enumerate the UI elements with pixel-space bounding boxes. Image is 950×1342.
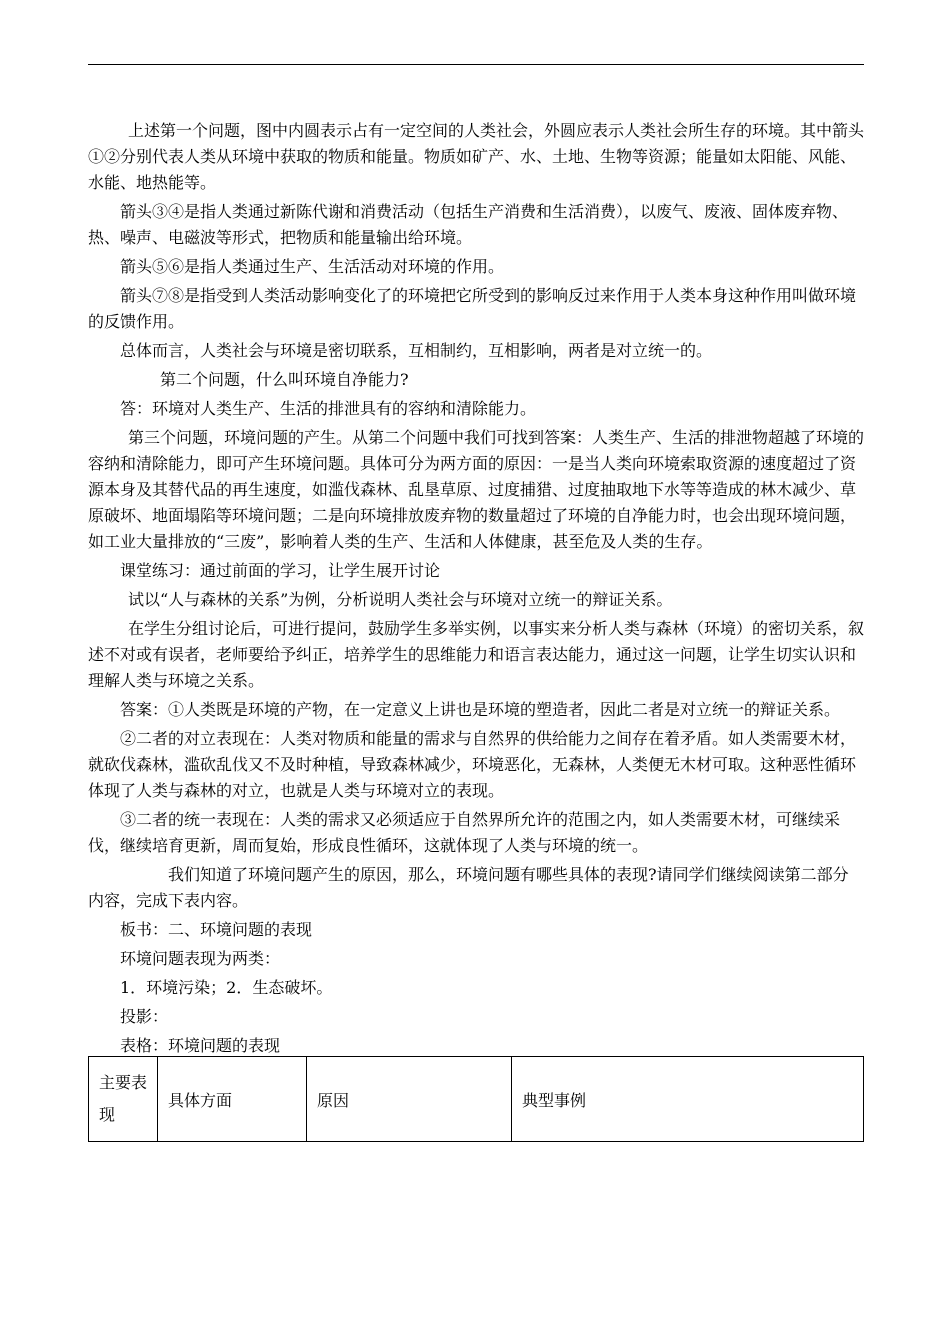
paragraph-answer-1: 答案：①人类既是环境的产物，在一定意义上讲也是环境的塑造者，因此二者是对立统一的辩证关系。: [120, 700, 841, 719]
paragraph-arrows-3-4: 箭头③④是指人类通过新陈代谢和消费活动（包括生产消费和生活消费），以废气、废液、固体废弃物、热、噪声、电磁波等形式，把物质和能量输出给环境。: [88, 202, 849, 247]
paragraph-types-list: 1．环境污染；2．生态破坏。: [120, 978, 333, 997]
paragraph-unity: ③二者的统一表现在：人类的需求又必须适应于自然界所允许的范围之内，如人类需要木材，可继续采伐，继续培育更新，周而复始，形成良性循环，这就体现了人类与环境的统一。: [88, 810, 841, 855]
document-body: [88, 118, 864, 1062]
paragraph-arrows-5-6: 箭头⑤⑥是指人类通过生产、生活活动对环境的作用。: [120, 257, 505, 276]
paragraph-first-question: 上述第一个问题，图中内圆表示占有一定空间的人类社会，外圆应表示人类社会所生存的环境。其中箭头①②分别代表人类从环境中获取的物质和能量。物质如矿产、水、土地、生物等资源；能量如太阳能、风能、水能、地热能等。: [88, 121, 865, 192]
table-header-example: 典型事例: [512, 1057, 864, 1142]
paragraph-discussion: 在学生分组讨论后，可进行提问，鼓励学生多举实例，以事实来分析人类与森林（环境）的密切关系，叙述不对或有误者，老师要给予纠正，培养学生的思维能力和语言表达能力，通过这一问题，让学生切实认识和理解人类与环境之关系。: [88, 619, 865, 690]
table-header-main: 主要表现: [89, 1057, 158, 1142]
paragraph-two-types: 环境问题表现为两类：: [120, 949, 281, 968]
table-header-cause: 原因: [307, 1057, 512, 1142]
paragraph-exercise: 课堂练习：通过前面的学习，让学生展开讨论: [120, 561, 441, 580]
paragraph-board-title: 板书：二、环境问题的表现: [120, 920, 313, 939]
header-rule: [88, 64, 864, 65]
paragraph-opposition: ②二者的对立表现在：人类对物质和能量的需求与自然界的供给能力之间存在着矛盾。如人类需要木材，就砍伐森林，滥砍乱伐又不及时种植，导致森林减少，环境恶化，无森林，人类便无木材可取。这种恶性循环体现了人类与森林的对立，也就是人类与环境对立的表现。: [88, 729, 857, 800]
paragraph-table-caption: 表格：环境问题的表现: [120, 1036, 281, 1055]
paragraph-projection: 投影：: [120, 1007, 169, 1026]
paragraph-answer-2: 答：环境对人类生产、生活的排泄具有的容纳和清除能力。: [120, 399, 537, 418]
table-header-row: [89, 1057, 864, 1142]
paragraph-third-question: 第三个问题，环境问题的产生。从第二个问题中我们可找到答案：人类生产、生活的排泄物超越了环境的容纳和清除能力，即可产生环境问题。具体可分为两方面的原因：一是当人类向环境索取资源的速度超过了资源本身及其替代品的再生速度，如滥伐森林、乱垦草原、过度捕猎、过度抽取地下水等等造成的林木减少、草原破坏、地面塌陷等环境问题；二是向环境排放废弃物的数量超过了环境的自净能力时，也会出现环境问题，如工业大量排放的“三废”，影响着人类的生产、生活和人体健康，甚至危及人类的生存。: [88, 428, 865, 551]
paragraph-arrows-7-8: 箭头⑦⑧是指受到人类活动影响变化了的环境把它所受到的影响反过来作用于人类本身这种作用叫做环境的反馈作用。: [88, 286, 857, 331]
paragraph-second-question: 第二个问题，什么叫环境自净能力?: [160, 370, 409, 389]
paragraph-exercise-prompt: 试以“人与森林的关系”为例，分析说明人类社会与环境对立统一的辩证关系。: [128, 590, 673, 609]
environment-problem-table: [88, 1056, 864, 1142]
paragraph-summary: 总体而言，人类社会与环境是密切联系，互相制约，互相影响，两者是对立统一的。: [120, 341, 713, 360]
table-header-aspect: 具体方面: [158, 1057, 307, 1142]
paragraph-transition: 我们知道了环境问题产生的原因，那么，环境问题有哪些具体的表现?请同学们继续阅读第二部分内容，完成下表内容。: [88, 865, 849, 910]
